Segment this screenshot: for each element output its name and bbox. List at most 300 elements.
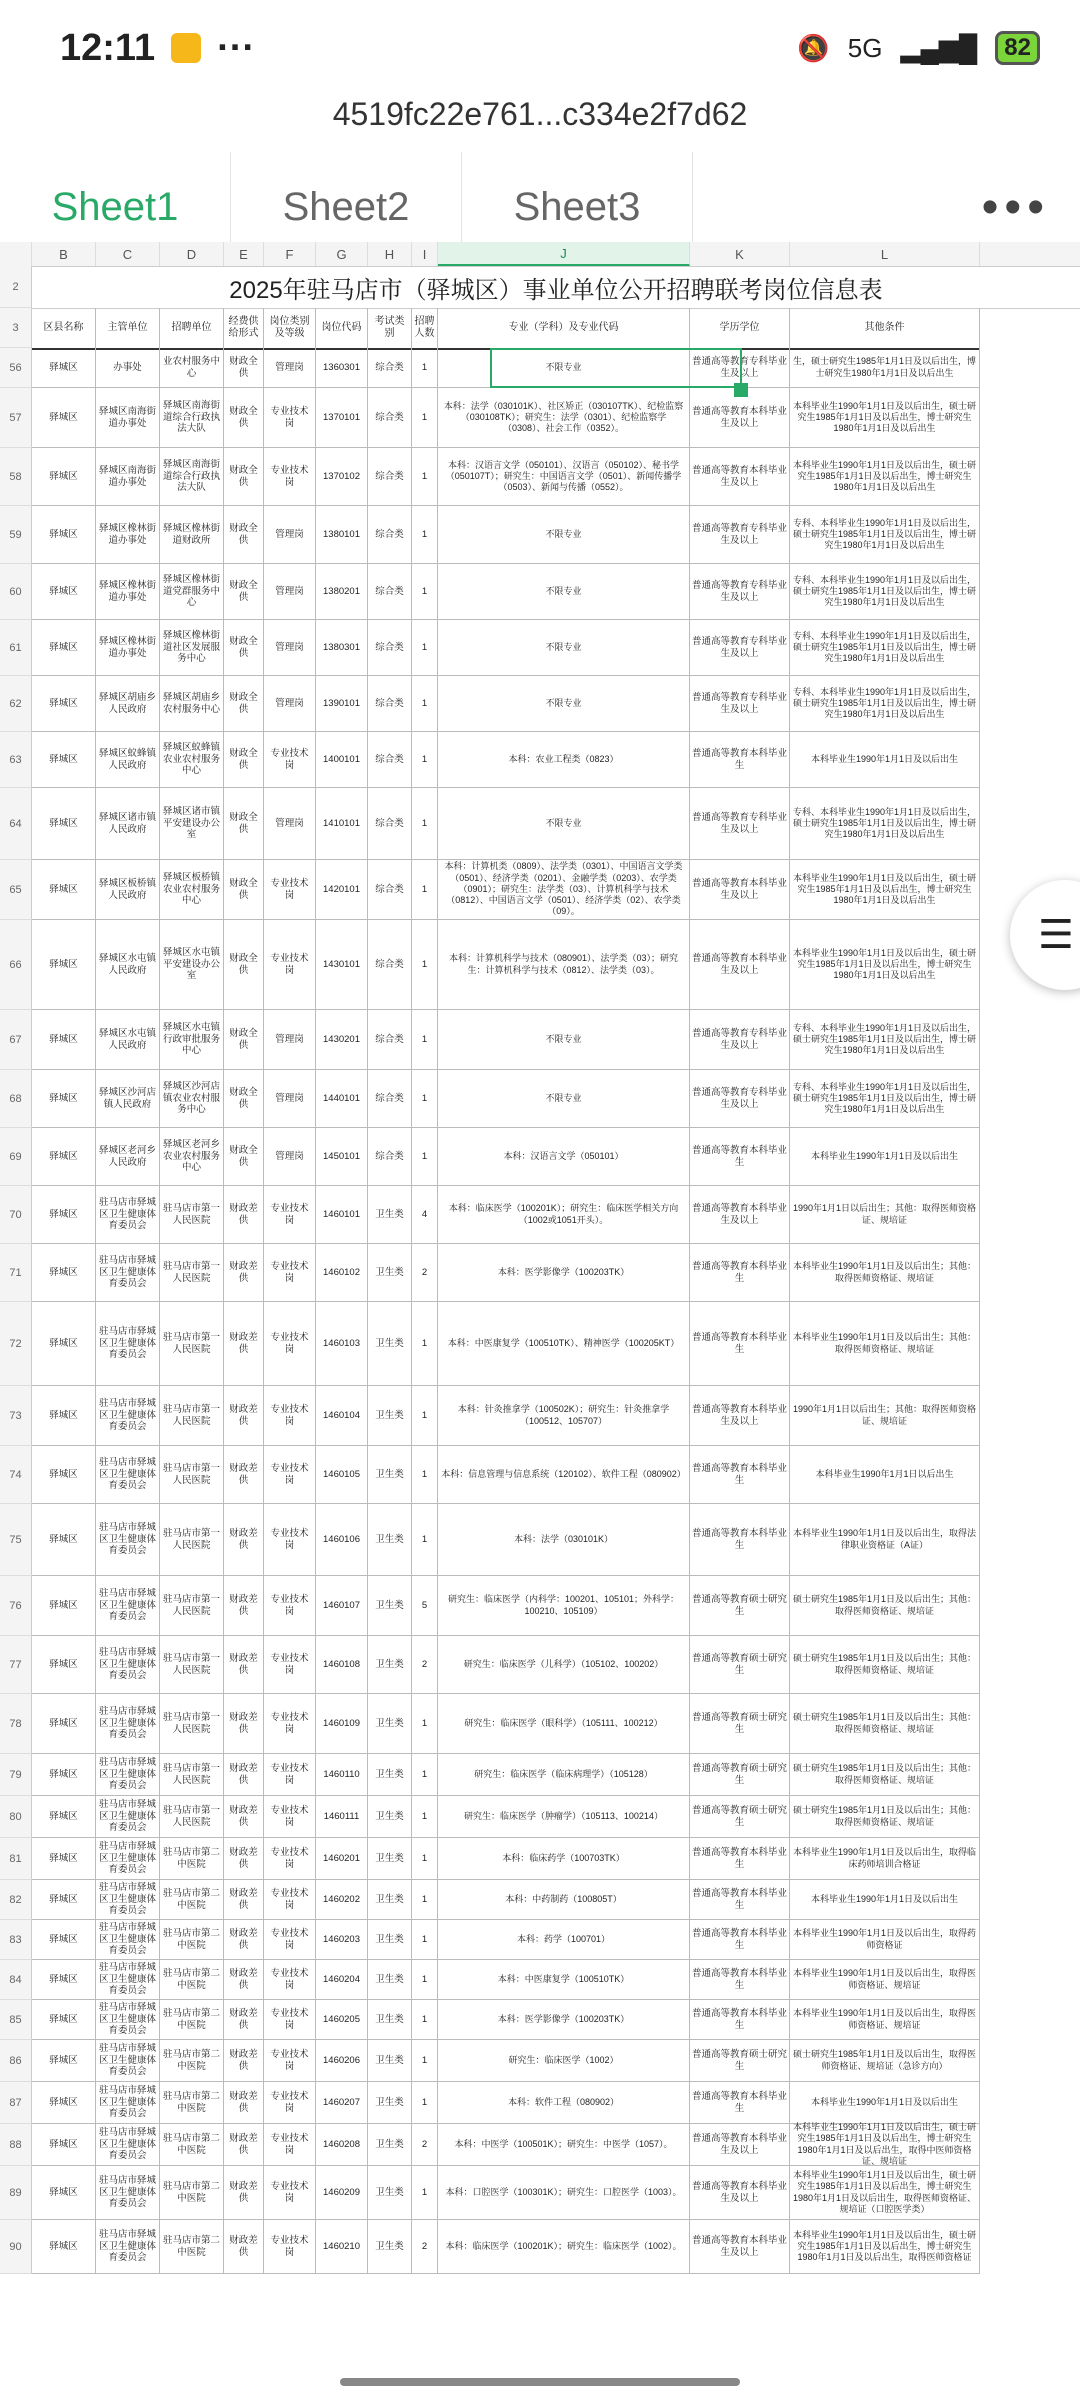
table-cell[interactable]: 1460104	[316, 1386, 368, 1445]
table-cell[interactable]: 财政差供	[224, 1576, 264, 1635]
table-cell[interactable]: 1	[412, 1694, 438, 1753]
header-cell[interactable]: 专业（学科）及专业代码	[438, 308, 690, 348]
sheet-title[interactable]: 2025年驻马店市（驿城区）事业单位公开招聘联考岗位信息表	[32, 266, 1080, 309]
header-cell[interactable]: 招聘单位	[160, 308, 224, 348]
column-header-I[interactable]: I	[412, 242, 438, 266]
table-cell[interactable]: 本科毕业生1990年1月1日以后出生	[790, 1446, 980, 1503]
table-cell[interactable]: 驻马店市第一人民医院	[160, 1386, 224, 1445]
table-cell[interactable]: 本科：农业工程类（0823）	[438, 732, 690, 787]
table-cell[interactable]: 1460107	[316, 1576, 368, 1635]
header-cell[interactable]: 主管单位	[96, 308, 160, 348]
row-number[interactable]: 59	[0, 506, 32, 564]
table-cell[interactable]: 驿城区	[32, 1386, 96, 1445]
table-cell[interactable]: 财政差供	[224, 1446, 264, 1503]
row-number[interactable]: 74	[0, 1446, 32, 1504]
row-number[interactable]: 64	[0, 788, 32, 860]
table-cell[interactable]: 1990年1月1日以后出生；其他：取得医师资格证、规培证	[790, 1186, 980, 1243]
table-cell[interactable]: 1460111	[316, 1796, 368, 1837]
table-cell[interactable]: 1	[412, 2166, 438, 2219]
table-cell[interactable]: 专业技术岗	[264, 1636, 316, 1693]
table-cell[interactable]: 驻马店市第二中医院	[160, 1960, 224, 1999]
table-cell[interactable]: 专业技术岗	[264, 2000, 316, 2039]
table-cell[interactable]: 1	[412, 1796, 438, 1837]
table-cell[interactable]: 驿城区	[32, 1754, 96, 1795]
table-cell[interactable]: 财政差供	[224, 1880, 264, 1919]
table-cell[interactable]: 专科、本科毕业生1990年1月1日及以后出生，硕士研究生1985年1月1日及以后出生，博士研究生1980年1月1日及以后出生	[790, 1010, 980, 1069]
table-cell[interactable]: 1460110	[316, 1754, 368, 1795]
table-cell[interactable]: 驿城区	[32, 732, 96, 787]
table-cell[interactable]: 本科：药学（100701）	[438, 1920, 690, 1959]
table-cell[interactable]: 本科毕业生1990年1月1日及以后出生；其他：取得医师资格证、规培证	[790, 1244, 980, 1301]
table-cell[interactable]: 本科：临床医学（100201K）；研究生：临床医学相关方向（1002或1051开头）。	[438, 1186, 690, 1243]
table-cell[interactable]: 1460209	[316, 2166, 368, 2219]
table-cell[interactable]: 卫生类	[368, 1244, 412, 1301]
column-header-C[interactable]: C	[96, 242, 160, 266]
row-number[interactable]: 86	[0, 2040, 32, 2082]
table-cell[interactable]: 驻马店市第一人民医院	[160, 1796, 224, 1837]
table-cell[interactable]: 硕士研究生1985年1月1日及以后出生；其他：取得医师资格证、规培证	[790, 1796, 980, 1837]
table-cell[interactable]: 财政全供	[224, 860, 264, 919]
table-cell[interactable]: 1	[412, 1960, 438, 1999]
table-cell[interactable]: 1430101	[316, 920, 368, 1009]
table-cell[interactable]: 驻马店市驿城区卫生健康体育委员会	[96, 2082, 160, 2123]
table-cell[interactable]: 1	[412, 1010, 438, 1069]
row-number[interactable]: 71	[0, 1244, 32, 1302]
table-cell[interactable]: 财政差供	[224, 1386, 264, 1445]
table-cell[interactable]: 驿城区	[32, 2166, 96, 2219]
table-cell[interactable]: 不限专业	[438, 506, 690, 563]
table-cell[interactable]: 硕士研究生1985年1月1日及以后出生；其他：取得医师资格证、规培证	[790, 1636, 980, 1693]
table-cell[interactable]: 驿城区	[32, 1446, 96, 1503]
table-cell[interactable]: 驻马店市第二中医院	[160, 2040, 224, 2081]
table-cell[interactable]: 专业技术岗	[264, 1838, 316, 1879]
table-cell[interactable]: 驻马店市第一人民医院	[160, 1302, 224, 1385]
table-cell[interactable]: 驿城区	[32, 388, 96, 447]
table-cell[interactable]: 卫生类	[368, 2124, 412, 2165]
table-cell[interactable]: 驻马店市驿城区卫生健康体育委员会	[96, 1880, 160, 1919]
table-cell[interactable]: 普通高等教育本科毕业生	[690, 1960, 790, 1999]
table-cell[interactable]: 本科：法学（030101K）、社区矫正（030107TK）、纪检监察（030108TK）；研究生：法学（0301）、纪检监察学（0308）、社会工作（0352）。	[438, 388, 690, 447]
table-cell[interactable]: 驻马店市驿城区卫生健康体育委员会	[96, 2040, 160, 2081]
table-cell[interactable]: 本科毕业生1990年1月1日及以后出生，硕士研究生1985年1月1日及以后出生，博士研究生1980年1月1日及以后出生，取得医师资格证	[790, 2220, 980, 2273]
table-cell[interactable]: 财政差供	[224, 2000, 264, 2039]
table-cell[interactable]: 财政全供	[224, 620, 264, 675]
table-cell[interactable]: 本科毕业生1990年1月1日及以后出生，硕士研究生1985年1月1日及以后出生，博士研究生1980年1月1日及以后出生	[790, 860, 980, 919]
table-cell[interactable]: 本科：中药制药（100805T）	[438, 1880, 690, 1919]
row-number[interactable]: 78	[0, 1694, 32, 1754]
row-number[interactable]: 63	[0, 732, 32, 788]
table-cell[interactable]: 管理岗	[264, 620, 316, 675]
table-cell[interactable]: 卫生类	[368, 1838, 412, 1879]
table-cell[interactable]: 综合类	[368, 506, 412, 563]
table-cell[interactable]: 本科：医学影像学（100203TK）	[438, 2000, 690, 2039]
table-cell[interactable]: 普通高等教育本科毕业生及以上	[690, 2220, 790, 2273]
table-cell[interactable]: 专业技术岗	[264, 1244, 316, 1301]
table-cell[interactable]: 综合类	[368, 348, 412, 387]
table-cell[interactable]: 1	[412, 1754, 438, 1795]
row-number[interactable]: 85	[0, 2000, 32, 2040]
table-cell[interactable]: 普通高等教育本科毕业生	[690, 1504, 790, 1575]
row-number[interactable]: 72	[0, 1302, 32, 1386]
table-cell[interactable]: 驿城区橡林街道办事处	[96, 506, 160, 563]
table-cell[interactable]: 1370101	[316, 388, 368, 447]
table-cell[interactable]: 驿城区	[32, 1880, 96, 1919]
table-cell[interactable]: 普通高等教育专科毕业生及以上	[690, 506, 790, 563]
table-cell[interactable]: 驿城区	[32, 920, 96, 1009]
table-cell[interactable]: 普通高等教育本科毕业生	[690, 1838, 790, 1879]
table-cell[interactable]: 财政差供	[224, 1754, 264, 1795]
table-cell[interactable]: 1460205	[316, 2000, 368, 2039]
table-cell[interactable]: 1	[412, 2082, 438, 2123]
table-cell[interactable]: 卫生类	[368, 1386, 412, 1445]
table-cell[interactable]: 卫生类	[368, 2040, 412, 2081]
table-cell[interactable]: 综合类	[368, 1070, 412, 1127]
table-cell[interactable]: 驿城区板桥镇人民政府	[96, 860, 160, 919]
table-cell[interactable]: 综合类	[368, 788, 412, 859]
table-cell[interactable]: 普通高等教育硕士研究生	[690, 2040, 790, 2081]
table-cell[interactable]: 驿城区老河乡农业农村服务中心	[160, 1128, 224, 1185]
table-cell[interactable]: 驿城区水屯镇人民政府	[96, 1010, 160, 1069]
column-header-F[interactable]: F	[264, 242, 316, 266]
table-cell[interactable]: 本科：口腔医学（100301K）；研究生：口腔医学（1003）。	[438, 2166, 690, 2219]
table-cell[interactable]: 财政全供	[224, 676, 264, 731]
table-cell[interactable]: 专业技术岗	[264, 1504, 316, 1575]
table-cell[interactable]: 硕士研究生1985年1月1日及以后出生；其他：取得医师资格证、规培证	[790, 1694, 980, 1753]
table-cell[interactable]: 卫生类	[368, 1576, 412, 1635]
table-cell[interactable]: 本科毕业生1990年1月1日及以后出生，硕士研究生1985年1月1日及以后出生，博士研究生1980年1月1日及以后出生，取得中医师资格证、规培证	[790, 2124, 980, 2165]
tab-sheet2[interactable]: Sheet2	[231, 152, 462, 262]
table-cell[interactable]: 1	[412, 920, 438, 1009]
table-cell[interactable]: 专业技术岗	[264, 2220, 316, 2273]
table-cell[interactable]: 1450101	[316, 1128, 368, 1185]
table-cell[interactable]: 综合类	[368, 860, 412, 919]
table-cell[interactable]: 研究生：临床医学（临床病理学）（105128）	[438, 1754, 690, 1795]
table-cell[interactable]: 综合类	[368, 1128, 412, 1185]
table-cell[interactable]: 驿城区	[32, 1010, 96, 1069]
table-cell[interactable]: 驿城区	[32, 1796, 96, 1837]
table-cell[interactable]: 驻马店市驿城区卫生健康体育委员会	[96, 1694, 160, 1753]
table-cell[interactable]: 驻马店市驿城区卫生健康体育委员会	[96, 1302, 160, 1385]
table-cell[interactable]: 专业技术岗	[264, 1754, 316, 1795]
table-cell[interactable]: 驻马店市驿城区卫生健康体育委员会	[96, 1636, 160, 1693]
table-cell[interactable]: 普通高等教育硕士研究生	[690, 1796, 790, 1837]
table-cell[interactable]: 驿城区水屯镇人民政府	[96, 920, 160, 1009]
table-cell[interactable]: 2	[412, 2220, 438, 2273]
table-cell[interactable]: 财政全供	[224, 564, 264, 619]
table-cell[interactable]: 硕士研究生1985年1月1日及以后出生；其他：取得医师资格证、规培证	[790, 1754, 980, 1795]
table-cell[interactable]: 驿城区沙河店镇人民政府	[96, 1070, 160, 1127]
table-cell[interactable]: 驿城区	[32, 1128, 96, 1185]
table-cell[interactable]: 本科毕业生1990年1月1日及以后出生，取得法律职业资格证（A证）	[790, 1504, 980, 1575]
table-cell[interactable]: 1460202	[316, 1880, 368, 1919]
table-cell[interactable]: 财政差供	[224, 1838, 264, 1879]
table-cell[interactable]: 驿城区	[32, 1920, 96, 1959]
table-cell[interactable]: 管理岗	[264, 676, 316, 731]
table-cell[interactable]: 驻马店市第一人民医院	[160, 1576, 224, 1635]
table-cell[interactable]: 驻马店市第一人民医院	[160, 1636, 224, 1693]
table-cell[interactable]: 普通高等教育本科毕业生及以上	[690, 448, 790, 505]
table-cell[interactable]: 不限专业	[438, 788, 690, 859]
table-cell[interactable]: 硕士研究生1985年1月1日及以后出生；其他：取得医师资格证、规培证	[790, 1576, 980, 1635]
table-cell[interactable]: 不限专业	[438, 1010, 690, 1069]
table-cell[interactable]: 1460109	[316, 1694, 368, 1753]
row-number[interactable]: 67	[0, 1010, 32, 1070]
table-cell[interactable]: 本科：中医康复学（100510TK）	[438, 1960, 690, 1999]
table-cell[interactable]: 财政差供	[224, 2220, 264, 2273]
table-cell[interactable]: 专业技术岗	[264, 2082, 316, 2123]
table-cell[interactable]: 专业技术岗	[264, 1446, 316, 1503]
table-cell[interactable]: 管理岗	[264, 788, 316, 859]
table-cell[interactable]: 财政全供	[224, 788, 264, 859]
table-cell[interactable]: 驿城区	[32, 448, 96, 505]
table-cell[interactable]: 不限专业	[438, 676, 690, 731]
table-cell[interactable]: 本科毕业生1990年1月1日及以后出生	[790, 732, 980, 787]
table-cell[interactable]: 专业技术岗	[264, 1186, 316, 1243]
table-cell[interactable]: 专业技术岗	[264, 388, 316, 447]
table-cell[interactable]: 综合类	[368, 448, 412, 505]
table-cell[interactable]: 不限专业	[438, 620, 690, 675]
table-cell[interactable]: 财政差供	[224, 2040, 264, 2081]
table-cell[interactable]: 本科：医学影像学（100203TK）	[438, 1244, 690, 1301]
table-cell[interactable]: 不限专业	[438, 348, 690, 387]
menu-icon[interactable]: ☰	[1010, 880, 1080, 990]
table-cell[interactable]: 普通高等教育本科毕业生	[690, 1446, 790, 1503]
table-cell[interactable]: 卫生类	[368, 1960, 412, 1999]
row-number[interactable]: 77	[0, 1636, 32, 1694]
table-cell[interactable]: 研究生：临床医学（儿科学）（105102、100202）	[438, 1636, 690, 1693]
table-cell[interactable]: 财政全供	[224, 1010, 264, 1069]
table-cell[interactable]: 1	[412, 860, 438, 919]
table-cell[interactable]: 卫生类	[368, 1186, 412, 1243]
table-cell[interactable]: 专业技术岗	[264, 1880, 316, 1919]
table-cell[interactable]: 驿城区南海街道综合行政执法大队	[160, 448, 224, 505]
row-number[interactable]: 66	[0, 920, 32, 1010]
table-cell[interactable]: 驻马店市第二中医院	[160, 2000, 224, 2039]
table-cell[interactable]: 1	[412, 388, 438, 447]
table-cell[interactable]: 驻马店市第二中医院	[160, 2220, 224, 2273]
table-cell[interactable]: 本科：软件工程（080902）	[438, 2082, 690, 2123]
table-cell[interactable]: 驻马店市驿城区卫生健康体育委员会	[96, 1446, 160, 1503]
table-cell[interactable]: 本科毕业生1990年1月1日及以后出生	[790, 1880, 980, 1919]
table-cell[interactable]: 1370102	[316, 448, 368, 505]
table-cell[interactable]: 驿城区	[32, 1302, 96, 1385]
row-number[interactable]: 81	[0, 1838, 32, 1880]
table-cell[interactable]: 本科：计算机类（0809）、法学类（0301）、中国语言文学类（0501）、经济学类（0201）、金融学类（0203）、农学类（0901）；研究生：法学类（03）、计算机科学与技术（0812）、中国语言文学（0501）、经济学类（02）、农学类（09）。	[438, 860, 690, 919]
table-cell[interactable]: 驻马店市第一人民医院	[160, 1694, 224, 1753]
table-cell[interactable]: 研究生：临床医学（眼科学）（105111、100212）	[438, 1694, 690, 1753]
table-cell[interactable]: 1460106	[316, 1504, 368, 1575]
table-cell[interactable]: 专业技术岗	[264, 2124, 316, 2165]
row-number[interactable]: 56	[0, 348, 32, 388]
table-cell[interactable]: 1	[412, 1880, 438, 1919]
header-cell[interactable]: 岗位类别及等级	[264, 308, 316, 348]
table-cell[interactable]: 财政全供	[224, 1128, 264, 1185]
table-cell[interactable]: 驿城区	[32, 1244, 96, 1301]
header-cell[interactable]: 招聘人数	[412, 308, 438, 348]
table-cell[interactable]: 1460204	[316, 1960, 368, 1999]
table-cell[interactable]: 驿城区南海街道办事处	[96, 388, 160, 447]
table-cell[interactable]: 普通高等教育硕士研究生	[690, 1754, 790, 1795]
table-cell[interactable]: 驻马店市驿城区卫生健康体育委员会	[96, 1576, 160, 1635]
table-cell[interactable]: 卫生类	[368, 1694, 412, 1753]
column-header-H[interactable]: H	[368, 242, 412, 266]
table-cell[interactable]: 本科：中医学（100501K）；研究生：中医学（1057）。	[438, 2124, 690, 2165]
table-cell[interactable]: 驻马店市驿城区卫生健康体育委员会	[96, 1754, 160, 1795]
table-cell[interactable]: 驻马店市驿城区卫生健康体育委员会	[96, 1796, 160, 1837]
row-number[interactable]: 87	[0, 2082, 32, 2124]
table-cell[interactable]: 驻马店市驿城区卫生健康体育委员会	[96, 1186, 160, 1243]
table-cell[interactable]: 管理岗	[264, 1128, 316, 1185]
table-cell[interactable]: 普通高等教育本科毕业生及以上	[690, 2166, 790, 2219]
table-cell[interactable]: 专科、本科毕业生1990年1月1日及以后出生，硕士研究生1985年1月1日及以后出生，博士研究生1980年1月1日及以后出生	[790, 620, 980, 675]
column-header-G[interactable]: G	[316, 242, 368, 266]
table-cell[interactable]: 专业技术岗	[264, 920, 316, 1009]
header-cell[interactable]: 经费供给形式	[224, 308, 264, 348]
table-cell[interactable]: 1460101	[316, 1186, 368, 1243]
table-cell[interactable]: 5	[412, 1576, 438, 1635]
row-number[interactable]: 3	[0, 308, 32, 348]
table-cell[interactable]: 1380201	[316, 564, 368, 619]
row-number[interactable]: 89	[0, 2166, 32, 2220]
table-cell[interactable]: 驻马店市驿城区卫生健康体育委员会	[96, 2124, 160, 2165]
table-cell[interactable]: 驿城区	[32, 1186, 96, 1243]
table-cell[interactable]: 研究生：临床医学（1002）	[438, 2040, 690, 2081]
table-cell[interactable]: 专科、本科毕业生1990年1月1日及以后出生，硕士研究生1985年1月1日及以后出生，博士研究生1980年1月1日及以后出生	[790, 788, 980, 859]
table-cell[interactable]: 普通高等教育本科毕业生及以上	[690, 388, 790, 447]
table-cell[interactable]: 驻马店市第一人民医院	[160, 1244, 224, 1301]
table-cell[interactable]: 专业技术岗	[264, 1694, 316, 1753]
header-cell[interactable]: 区县名称	[32, 308, 96, 348]
table-cell[interactable]: 1440101	[316, 1070, 368, 1127]
table-cell[interactable]: 财政差供	[224, 1960, 264, 1999]
table-cell[interactable]: 专科、本科毕业生1990年1月1日及以后出生，硕士研究生1985年1月1日及以后出生，博士研究生1980年1月1日及以后出生	[790, 676, 980, 731]
table-cell[interactable]: 普通高等教育本科毕业生及以上	[690, 2124, 790, 2165]
table-cell[interactable]: 1	[412, 1128, 438, 1185]
table-cell[interactable]: 专业技术岗	[264, 2040, 316, 2081]
table-cell[interactable]: 普通高等教育专科毕业生及以上	[690, 676, 790, 731]
row-number[interactable]: 65	[0, 860, 32, 920]
table-cell[interactable]: 1	[412, 676, 438, 731]
table-cell[interactable]: 驿城区橡林街道办事处	[96, 620, 160, 675]
table-cell[interactable]: 普通高等教育本科毕业生	[690, 1302, 790, 1385]
row-number[interactable]: 61	[0, 620, 32, 676]
table-cell[interactable]: 1460210	[316, 2220, 368, 2273]
table-cell[interactable]: 驻马店市驿城区卫生健康体育委员会	[96, 1504, 160, 1575]
table-cell[interactable]: 普通高等教育本科毕业生及以上	[690, 1186, 790, 1243]
column-header-B[interactable]: B	[32, 242, 96, 266]
column-header-J[interactable]: J	[438, 242, 690, 266]
table-cell[interactable]: 专业技术岗	[264, 1960, 316, 1999]
table-cell[interactable]: 本科：针灸推拿学（100502K）；研究生：针灸推拿学（100512、105707）	[438, 1386, 690, 1445]
table-cell[interactable]: 1410101	[316, 788, 368, 859]
table-cell[interactable]: 财政全供	[224, 388, 264, 447]
table-cell[interactable]: 本科：汉语言文学（050101）	[438, 1128, 690, 1185]
table-cell[interactable]: 本科：临床医学（100201K）；研究生：临床医学（1002）。	[438, 2220, 690, 2273]
table-cell[interactable]: 生，硕士研究生1985年1月1日及以后出生，博士研究生1980年1月1日及以后出生	[790, 348, 980, 387]
table-cell[interactable]: 普通高等教育专科毕业生及以上	[690, 1010, 790, 1069]
table-cell[interactable]: 卫生类	[368, 2000, 412, 2039]
table-cell[interactable]: 普通高等教育硕士研究生	[690, 1576, 790, 1635]
table-cell[interactable]: 专业技术岗	[264, 1386, 316, 1445]
table-cell[interactable]: 本科毕业生1990年1月1日及以后出生，取得医师资格证、规培证	[790, 1960, 980, 1999]
table-cell[interactable]: 驿城区水屯镇行政审批服务中心	[160, 1010, 224, 1069]
table-cell[interactable]: 驻马店市第一人民医院	[160, 1186, 224, 1243]
table-cell[interactable]: 1	[412, 1302, 438, 1385]
table-cell[interactable]: 本科毕业生1990年1月1日及以后出生	[790, 1128, 980, 1185]
table-cell[interactable]: 综合类	[368, 920, 412, 1009]
table-cell[interactable]: 专业技术岗	[264, 2166, 316, 2219]
table-cell[interactable]: 驿城区水屯镇平安建设办公室	[160, 920, 224, 1009]
table-cell[interactable]: 财政全供	[224, 732, 264, 787]
table-cell[interactable]: 普通高等教育专科毕业生及以上	[690, 788, 790, 859]
table-cell[interactable]: 1360301	[316, 348, 368, 387]
table-cell[interactable]: 本科毕业生1990年1月1日及以后出生	[790, 2082, 980, 2123]
table-cell[interactable]: 驻马店市第一人民医院	[160, 1446, 224, 1503]
table-cell[interactable]: 驻马店市第一人民医院	[160, 1754, 224, 1795]
table-cell[interactable]: 财政差供	[224, 1796, 264, 1837]
table-cell[interactable]: 驻马店市驿城区卫生健康体育委员会	[96, 1960, 160, 1999]
table-cell[interactable]: 卫生类	[368, 1302, 412, 1385]
tab-sheet3[interactable]: Sheet3	[462, 152, 693, 262]
row-number[interactable]: 68	[0, 1070, 32, 1128]
table-cell[interactable]: 1460206	[316, 2040, 368, 2081]
table-cell[interactable]: 本科：法学（030101K）	[438, 1504, 690, 1575]
table-cell[interactable]: 驿城区沙河店镇农业农村服务中心	[160, 1070, 224, 1127]
table-cell[interactable]: 硕士研究生1985年1月1日及以后出生，取得医师资格证、规培证（急诊方向）	[790, 2040, 980, 2081]
table-cell[interactable]: 综合类	[368, 1010, 412, 1069]
table-cell[interactable]: 驻马店市驿城区卫生健康体育委员会	[96, 2000, 160, 2039]
table-cell[interactable]: 1460207	[316, 2082, 368, 2123]
table-cell[interactable]: 本科毕业生1990年1月1日及以后出生；其他：取得医师资格证、规培证	[790, 1302, 980, 1385]
table-cell[interactable]: 1420101	[316, 860, 368, 919]
table-cell[interactable]: 1	[412, 1386, 438, 1445]
header-cell[interactable]: 岗位代码	[316, 308, 368, 348]
table-cell[interactable]: 驿城区	[32, 1070, 96, 1127]
table-cell[interactable]: 1390101	[316, 676, 368, 731]
table-cell[interactable]: 专业技术岗	[264, 1302, 316, 1385]
table-cell[interactable]: 1	[412, 732, 438, 787]
table-cell[interactable]: 普通高等教育硕士研究生	[690, 1694, 790, 1753]
table-cell[interactable]: 卫生类	[368, 1920, 412, 1959]
table-cell[interactable]: 普通高等教育本科毕业生	[690, 1880, 790, 1919]
table-cell[interactable]: 普通高等教育本科毕业生及以上	[690, 1386, 790, 1445]
table-cell[interactable]: 1380101	[316, 506, 368, 563]
table-cell[interactable]: 专业技术岗	[264, 1920, 316, 1959]
table-cell[interactable]: 财政差供	[224, 2124, 264, 2165]
table-cell[interactable]: 1	[412, 788, 438, 859]
row-number[interactable]: 88	[0, 2124, 32, 2166]
table-cell[interactable]: 驿城区	[32, 788, 96, 859]
table-cell[interactable]: 1430201	[316, 1010, 368, 1069]
table-cell[interactable]: 驿城区南海街道办事处	[96, 448, 160, 505]
table-cell[interactable]: 驻马店市驿城区卫生健康体育委员会	[96, 1920, 160, 1959]
table-cell[interactable]: 驿城区	[32, 620, 96, 675]
row-number[interactable]: 60	[0, 564, 32, 620]
table-cell[interactable]: 财政差供	[224, 1920, 264, 1959]
table-cell[interactable]: 普通高等教育本科毕业生	[690, 1244, 790, 1301]
more-menu-button[interactable]: •••	[981, 180, 1050, 234]
table-cell[interactable]: 普通高等教育本科毕业生	[690, 1920, 790, 1959]
table-cell[interactable]: 综合类	[368, 676, 412, 731]
table-cell[interactable]: 本科毕业生1990年1月1日及以后出生，硕士研究生1985年1月1日及以后出生，博士研究生1980年1月1日及以后出生	[790, 448, 980, 505]
table-cell[interactable]: 财政差供	[224, 1636, 264, 1693]
table-cell[interactable]: 驿城区老河乡人民政府	[96, 1128, 160, 1185]
table-cell[interactable]: 普通高等教育本科毕业生及以上	[690, 860, 790, 919]
table-cell[interactable]: 驿城区橡林街道财政所	[160, 506, 224, 563]
table-cell[interactable]: 普通高等教育专科毕业生及以上	[690, 564, 790, 619]
table-cell[interactable]: 驿城区诸市镇人民政府	[96, 788, 160, 859]
table-cell[interactable]: 驿城区橡林街道社区发展服务中心	[160, 620, 224, 675]
